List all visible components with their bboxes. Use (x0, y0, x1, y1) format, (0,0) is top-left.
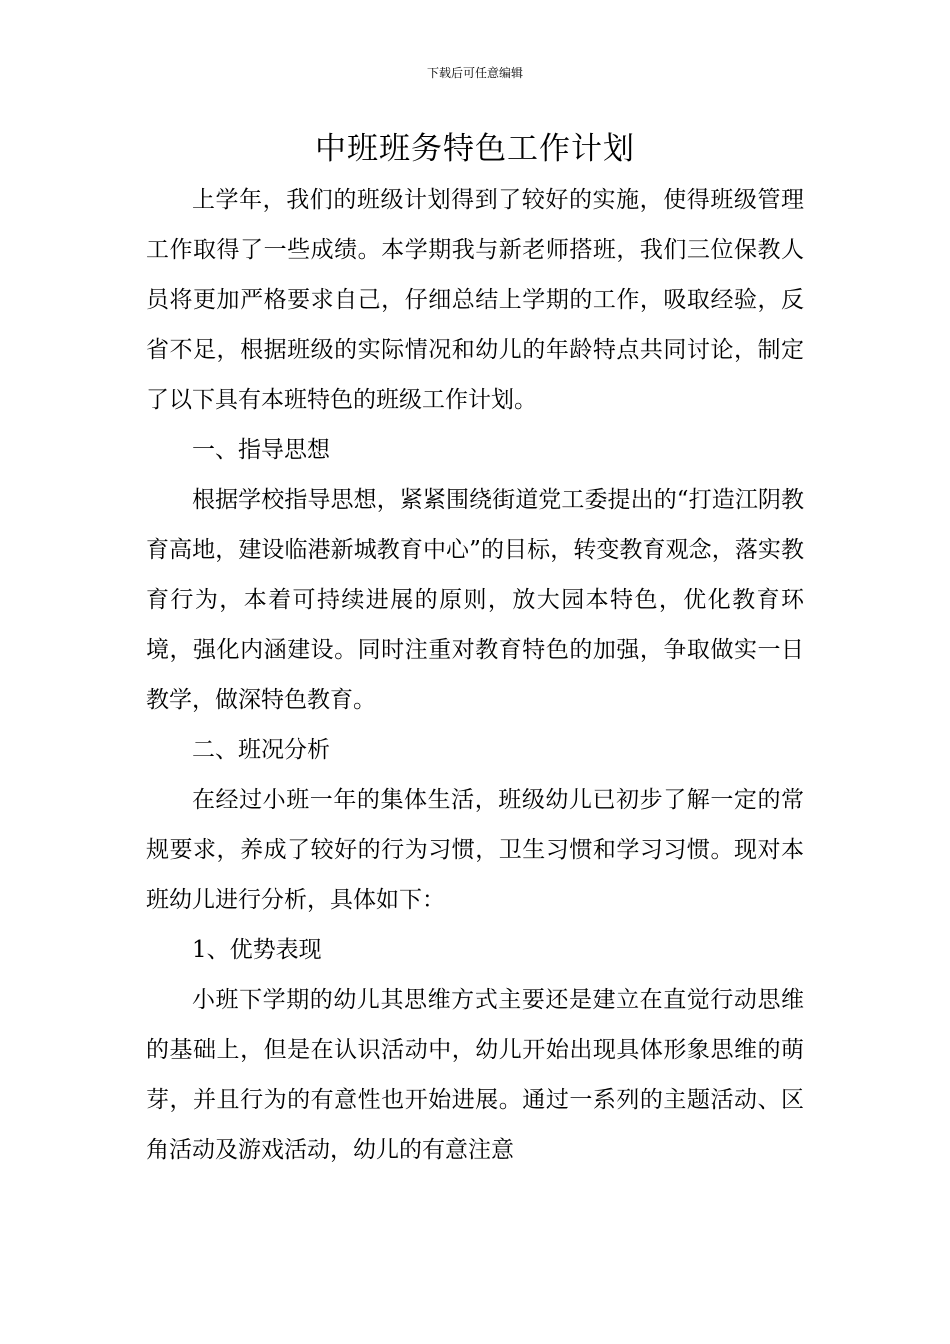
paragraph-class-analysis: 在经过小班一年的集体生活，班级幼儿已初步了解一定的常规要求，养成了较好的行为习惯，卫生习惯和学习习惯。现对本班幼儿进行分析，具体如下： (146, 787, 804, 913)
document-title: 中班班务特色工作计划 (315, 131, 635, 167)
subsection-heading-strengths: 1、优势表现 (192, 937, 322, 963)
header-note: 下载后可任意编辑 (426, 66, 523, 80)
document-body (146, 175, 804, 1175)
paragraph-strengths: 小班下学期的幼儿其思维方式主要还是建立在直觉行动思维的基础上，但是在认识活动中，幼儿开始出现具体形象思维的萌芽，并且行为的有意性也开始进展。通过一系列的主题活动、区角活动及游戏活动，幼儿的有意注意 (146, 987, 804, 1163)
paragraph-intro: 上学年，我们的班级计划得到了较好的实施，使得班级管理工作取得了一些成绩。本学期我与新老师搭班，我们三位保教人员将更加严格要求自己，仔细总结上学期的工作，吸取经验，反省不足，根据班级的实际情况和幼儿的年龄特点共同讨论，制定了以下具有本班特色的班级工作计划。 (146, 187, 804, 413)
section-heading-guiding-thought: 一、指导思想 (192, 437, 330, 463)
paragraph-guiding-thought: 根据学校指导思想，紧紧围绕街道党工委提出的“打造江阴教育高地，建设临港新城教育中心”的目标，转变教育观念，落实教育行为，本着可持续进展的原则，放大园本特色，优化教育环境，强化内涵建设。同时注重对教育特色的加强，争取做实一日教学，做深特色教育。 (146, 487, 804, 713)
section-heading-class-analysis: 二、班况分析 (192, 737, 330, 763)
